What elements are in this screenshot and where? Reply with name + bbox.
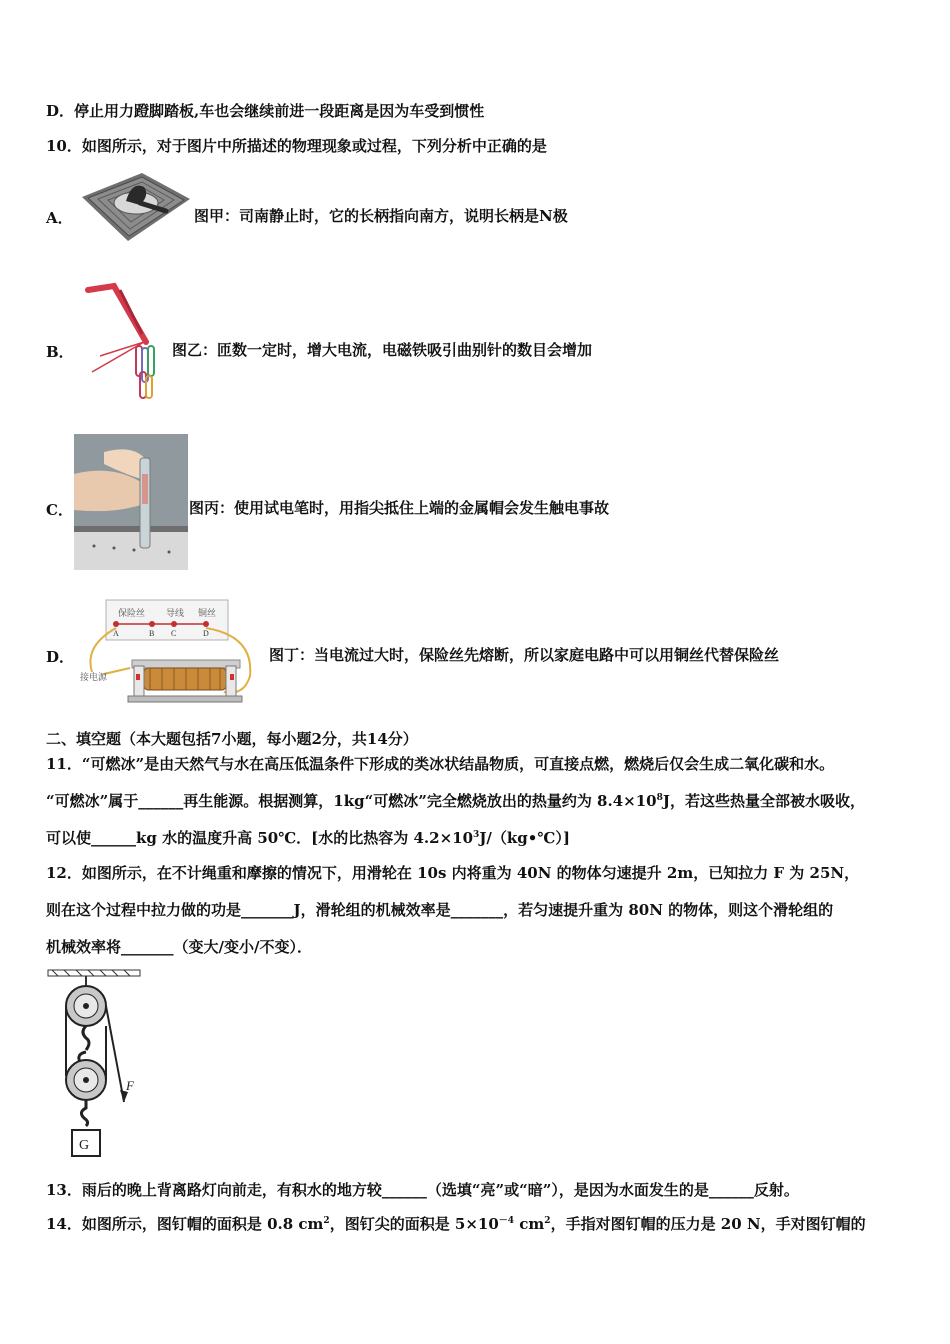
fuse-label: 保险丝 <box>118 608 146 618</box>
q11-line3 <box>46 828 570 848</box>
fuse-circuit-image <box>74 596 266 710</box>
q14-sup2: －4 <box>498 1216 515 1226</box>
weight-label: G <box>79 1138 90 1153</box>
section2-heading: 二、填空题（本大题包括7小题，每小题2分，共14分） <box>46 730 418 748</box>
q14-line1 <box>46 1214 866 1234</box>
q11-line3-sup: 3 <box>473 830 480 840</box>
q10-option-a-text: 图甲：司南静止时，它的长柄指向南方，说明长柄是N极 <box>194 207 568 225</box>
q10-option-c-text: 图丙：使用试电笔时，用指尖抵住上端的金属帽会发生触电事故 <box>189 499 610 517</box>
q14-sup3: 2 <box>544 1216 551 1226</box>
force-label: F <box>126 1078 134 1093</box>
q13-line1: 13．雨后的晚上背离路灯向前走，有积水的地方较______（选填“亮”或“暗”），是因为水面发生的是______反射。 <box>46 1181 799 1199</box>
q11-line1: 11．“可燃冰”是由天然气与水在高压低温条件下形成的类冰状结晶物质，可直接点燃，燃烧后仅会生成二氧化碳和水。 <box>46 755 835 773</box>
q11-line2-sup: 8 <box>656 793 663 803</box>
q10-option-d-letter: D． <box>46 648 75 666</box>
q12-line2: 则在这个过程中拉力做的功是_______J，滑轮组的机械效率是_______，若匀速提升重为 80N 的物体，则这个滑轮组的 <box>46 901 834 919</box>
q14-line1-d: ，手指对图钉帽的压力是 20 N，手对图钉帽的 <box>550 1215 866 1233</box>
q14-line1-b: ，图钉尖的面积是 5×10 <box>329 1215 499 1233</box>
q11-line3-a: 可以使______kg 水的温度升高 50℃．[水的比热容为 4.2×10 <box>46 829 474 847</box>
point-d-label: D <box>203 629 209 638</box>
q10-stem: 10．如图所示，对于图片中所描述的物理现象或过程，下列分析中正确的是 <box>46 137 547 155</box>
q10-option-c-letter: C． <box>46 501 73 519</box>
power-label: 接电源 <box>80 672 108 682</box>
pulley-system-image <box>44 966 144 1162</box>
q12-line1: 12．如图所示，在不计绳重和摩擦的情况下，用滑轮在 10s 内将重为 40N 的物体匀速提升 2m，已知拉力 F 为 25N， <box>46 864 860 882</box>
q11-line2 <box>46 791 865 811</box>
point-a-label: A <box>113 629 119 638</box>
q14-line1-a: 14．如图所示，图钉帽的面积是 0.8 cm <box>46 1215 324 1233</box>
wire-label: 导线 <box>166 608 185 618</box>
q11-line2-a: “可燃冰”属于______再生能源。根据测算，1kg“可燃冰”完全燃烧放出的热量约为 8.4×10 <box>46 792 657 810</box>
point-b-label: B <box>149 629 155 638</box>
copper-label: 铜丝 <box>198 608 217 618</box>
sinan-compass-image <box>74 167 192 245</box>
q10-option-b-letter: B． <box>46 343 74 361</box>
q12-line3: 机械效率将_______（变大/变小/不变）． <box>46 938 312 956</box>
q14-sup1: 2 <box>323 1216 330 1226</box>
q11-line2-b: J，若这些热量全部被水吸收， <box>662 792 865 810</box>
q10-option-b-text: 图乙：匝数一定时，增大电流，电磁铁吸引曲别针的数目会增加 <box>172 341 593 359</box>
q14-line1-c: cm <box>514 1215 545 1233</box>
test-pen-image <box>74 434 188 570</box>
q10-option-a-letter: A． <box>46 209 73 227</box>
q11-line3-b: J/（kg•℃）] <box>479 829 570 847</box>
q9-option-d: D．停止用力蹬脚踏板,车也会继续前进一段距离是因为车受到惯性 <box>46 102 485 120</box>
q10-option-d-text: 图丁：当电流过大时，保险丝先熔断，所以家庭电路中可以用铜丝代替保险丝 <box>269 646 780 664</box>
electromagnet-paperclips-image <box>84 276 168 402</box>
point-c-label: C <box>171 629 177 638</box>
